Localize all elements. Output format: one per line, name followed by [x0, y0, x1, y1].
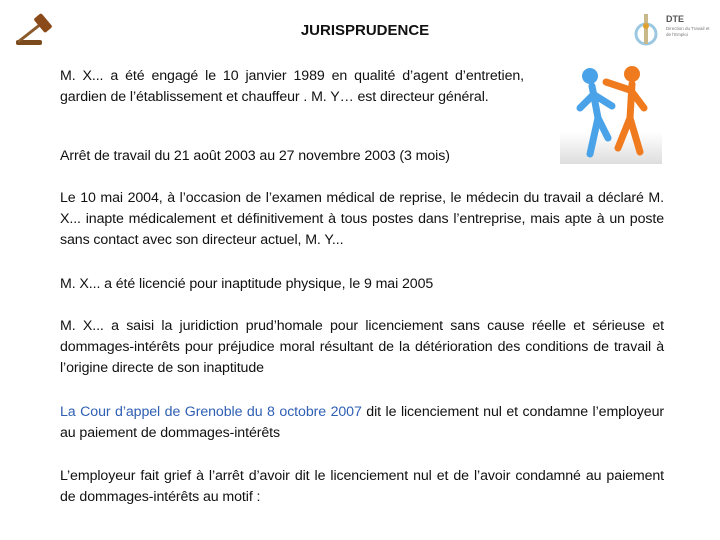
appeal-decision-text: dit le licenciement nul et condamne l’employeur au paiement de dommages-intérêts [60, 404, 664, 441]
logo-subtitle: Direction du Travail et de l'Emploi [666, 26, 710, 37]
page-title: JURISPRUDENCE [300, 22, 430, 39]
paragraph-work-stoppage: Arrêt de travail du 21 août 2003 au 27 novembre 2003 (3 mois) [60, 148, 450, 164]
dte-logo [632, 12, 712, 48]
logo-name: DTE [666, 14, 684, 24]
paragraph-medical-exam: Le 10 mai 2004, à l’occasion de l’examen médical de reprise, le médecin du travail a déclaré M. X... inapte médicalement et définitivement à tous postes dans l’entreprise, mais apte à un poste sans contact avec son directeur actuel, M. Y... [60, 190, 664, 248]
logo-emblem-icon [632, 12, 662, 48]
court-decision-link[interactable]: La Cour d’appel de Grenoble du 8 octobre 2007 [60, 404, 362, 420]
paragraph-dismissal: M. X... a été licencié pour inaptitude physique, le 9 mai 2005 [60, 276, 434, 292]
paragraph-appeal-decision [60, 402, 664, 444]
paragraph-employer-grievance: L’employeur fait grief à l’arrêt d’avoir dit le licenciement nul et de l’avoir condamné au paiement de dommages-intérêts au motif : [60, 468, 664, 505]
paragraph-engagement: M. X... a été engagé le 10 janvier 1989 en qualité d’agent d’entretien, gardien de l’établissement et chauffeur . M. Y… est directeur général. [60, 68, 524, 105]
people-illustration [560, 58, 662, 164]
paragraph-claim: M. X... a saisi la juridiction prud’homale pour licenciement sans cause réelle et sérieuse et dommages-intérêts pour préjudice moral résultant de la détérioration des conditions de travail à l’origine directe de son inaptitude [60, 318, 664, 376]
